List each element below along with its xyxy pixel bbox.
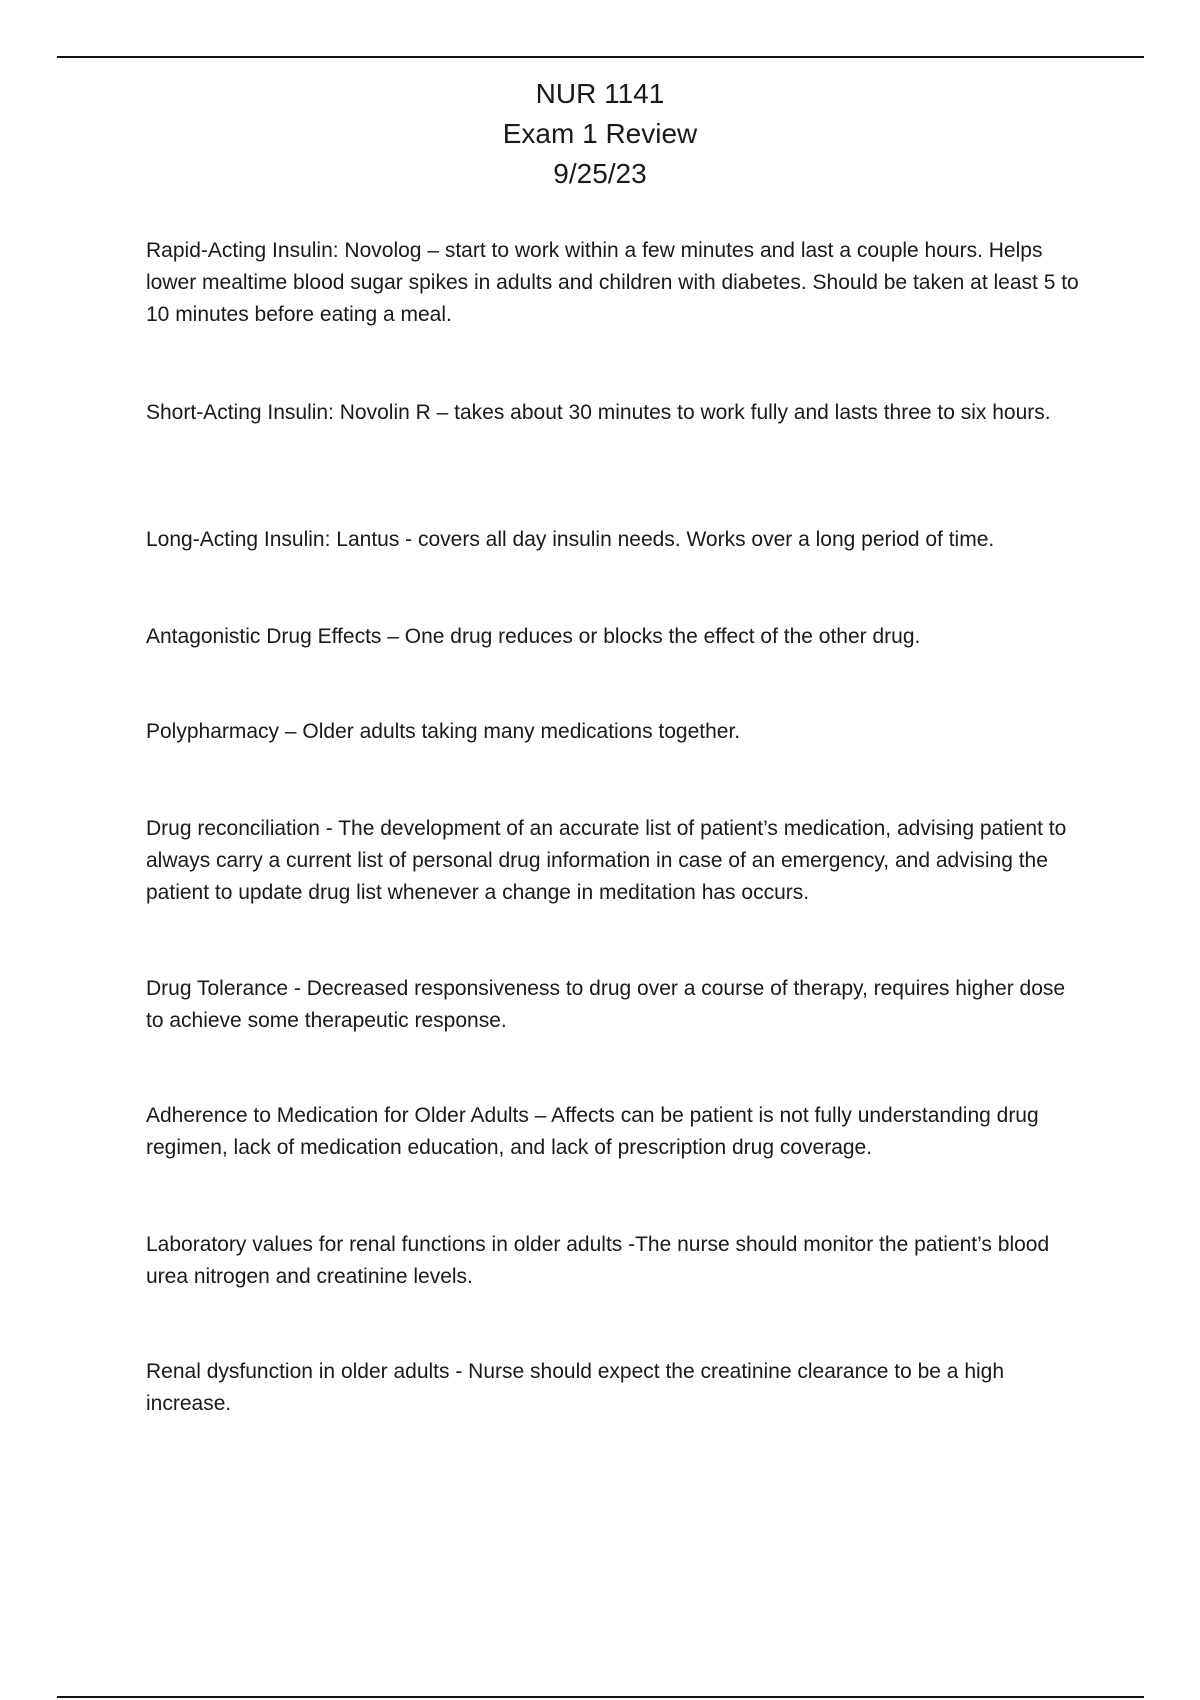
top-rule	[57, 56, 1144, 58]
entry-antagonistic-drug-effects: Antagonistic Drug Effects – One drug reduces or blocks the effect of the other drug.	[146, 625, 921, 648]
entry-long-acting-insulin: Long-Acting Insulin: Lantus - covers all day insulin needs. Works over a long period of time.	[146, 528, 995, 551]
document-date: 9/25/23	[553, 158, 647, 189]
entry-short-acting-insulin: Short-Acting Insulin: Novolin R – takes about 30 minutes to work fully and lasts three to six hours.	[146, 401, 1051, 424]
entry-rapid-acting-insulin: Rapid-Acting Insulin: Novolog – start to work within a few minutes and last a couple hours. Helps lower mealtime blood sugar spikes in adults and children with diabetes. Should be taken at least 5 to 10 minutes before eating a meal.	[146, 239, 1079, 326]
entry-polypharmacy: Polypharmacy – Older adults taking many medications together.	[146, 720, 741, 743]
document-header	[0, 74, 1200, 194]
entry-renal-dysfunction: Renal dysfunction in older adults - Nurse should expect the creatinine clearance to be a high increase.	[146, 1360, 1005, 1415]
entry-adherence-older-adults: Adherence to Medication for Older Adults – Affects can be patient is not fully understanding drug regimen, lack of medication education, and lack of prescription drug coverage.	[146, 1104, 1039, 1159]
course-code: NUR 1141	[535, 78, 665, 109]
entry-drug-tolerance: Drug Tolerance - Decreased responsiveness to drug over a course of therapy, requires higher dose to achieve some therapeutic response.	[146, 977, 1066, 1032]
bottom-rule	[57, 1696, 1144, 1698]
entry-lab-values-renal: Laboratory values for renal functions in older adults -The nurse should monitor the patient’s blood urea nitrogen and creatinine levels.	[146, 1233, 1050, 1288]
document-title: Exam 1 Review	[502, 118, 698, 149]
entry-drug-reconciliation: Drug reconciliation - The development of an accurate list of patient’s medication, advising patient to always carry a current list of personal drug information in case of an emergency, and advising the patient to update drug list whenever a change in meditation has occurs.	[146, 817, 1067, 904]
